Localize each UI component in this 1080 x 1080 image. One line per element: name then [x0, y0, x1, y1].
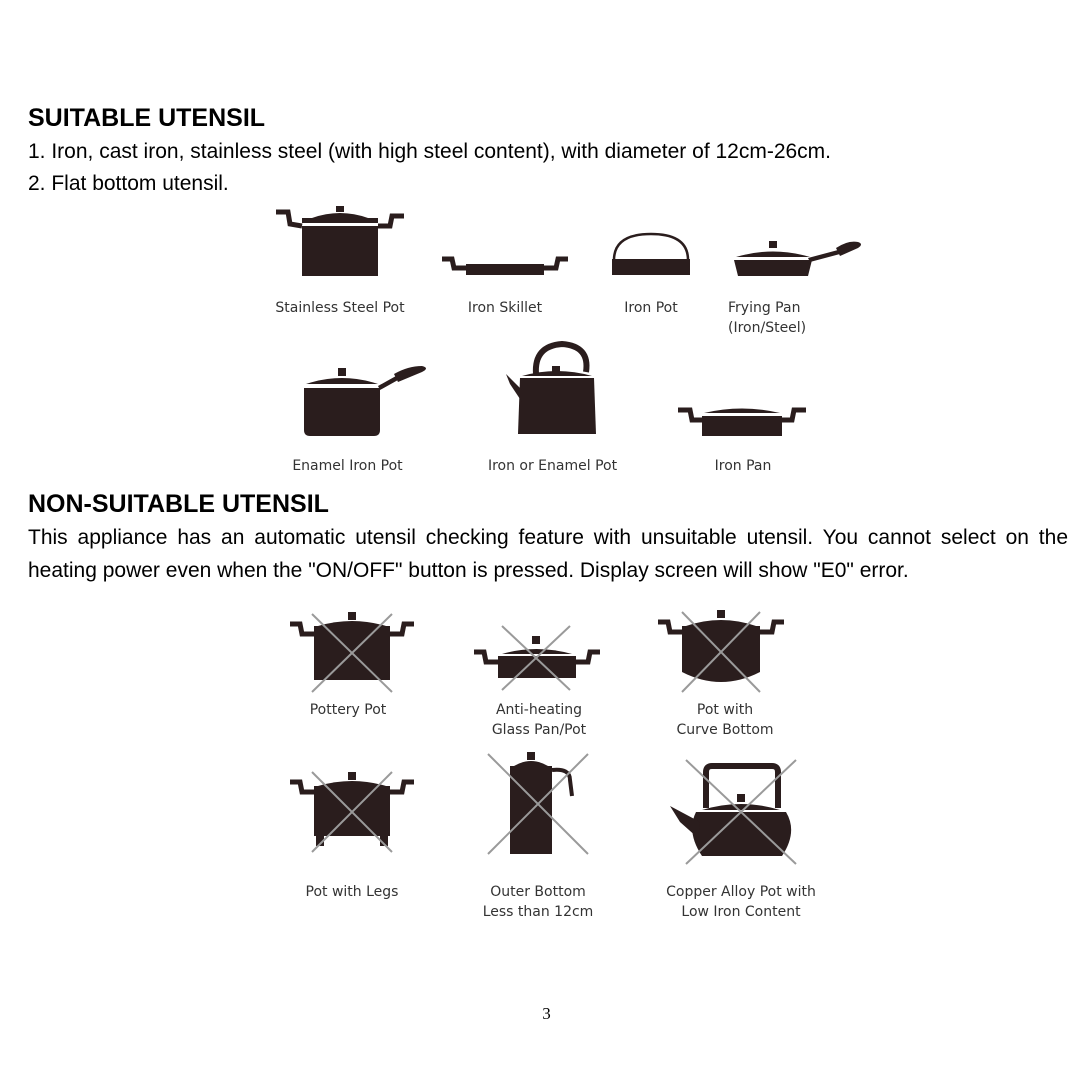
- pottery-pot-icon: [288, 610, 416, 694]
- frying-pan-icon: [728, 236, 864, 278]
- iron-pan-icon: [676, 402, 808, 438]
- label-pot-with-legs: Pot with Legs: [305, 884, 399, 900]
- label-iron-pan: Iron Pan: [714, 458, 772, 474]
- non-suitable-title: NON-SUITABLE UTENSIL: [28, 490, 329, 518]
- label-frying-pan: Frying Pan (Iron/Steel): [728, 300, 807, 336]
- label-iron-pot: Iron Pot: [624, 300, 678, 316]
- suitable-item-1: 1. Iron, cast iron, stainless steel (with high steel content), with diameter of 12cm-26cm.: [28, 140, 832, 163]
- suitable-title: SUITABLE UTENSIL: [28, 104, 266, 132]
- iron-or-enamel-pot-icon: [504, 338, 600, 438]
- stainless-steel-pot-icon: [272, 204, 408, 280]
- label-enamel-iron-pot: Enamel Iron Pot: [292, 458, 403, 474]
- iron-skillet-icon: [440, 254, 570, 278]
- narrow-bottom-pot-icon: [484, 750, 592, 858]
- label-stainless-steel-pot: Stainless Steel Pot: [275, 300, 405, 316]
- label-outer-bottom: Outer Bottom Less than 12cm: [482, 884, 594, 920]
- copper-alloy-pot-icon: [668, 756, 802, 866]
- curve-bottom-pot-icon: [656, 608, 786, 694]
- label-iron-skillet: Iron Skillet: [467, 300, 543, 316]
- iron-pot-icon: [608, 230, 694, 278]
- non-suitable-description: This appliance has an automatic utensil checking feature with unsuitable utensil. You cannot select on the heating power even when the "ON/OFF" button is pressed. Display screen will show "E0" error.: [28, 526, 1068, 582]
- enamel-iron-pot-icon: [300, 362, 430, 440]
- suitable-item-2: 2. Flat bottom utensil.: [28, 172, 229, 195]
- label-anti-heating-glass: Anti-heating Glass Pan/Pot: [491, 702, 587, 738]
- label-copper-alloy-pot: Copper Alloy Pot with Low Iron Content: [666, 884, 816, 920]
- label-curve-bottom-pot: Pot with Curve Bottom: [676, 702, 774, 738]
- label-pottery-pot: Pottery Pot: [309, 702, 387, 718]
- anti-heating-glass-pan-icon: [472, 622, 602, 692]
- label-iron-or-enamel-pot: Iron or Enamel Pot: [487, 458, 618, 474]
- pot-with-legs-icon: [288, 768, 416, 854]
- page-number: 3: [542, 1004, 551, 1023]
